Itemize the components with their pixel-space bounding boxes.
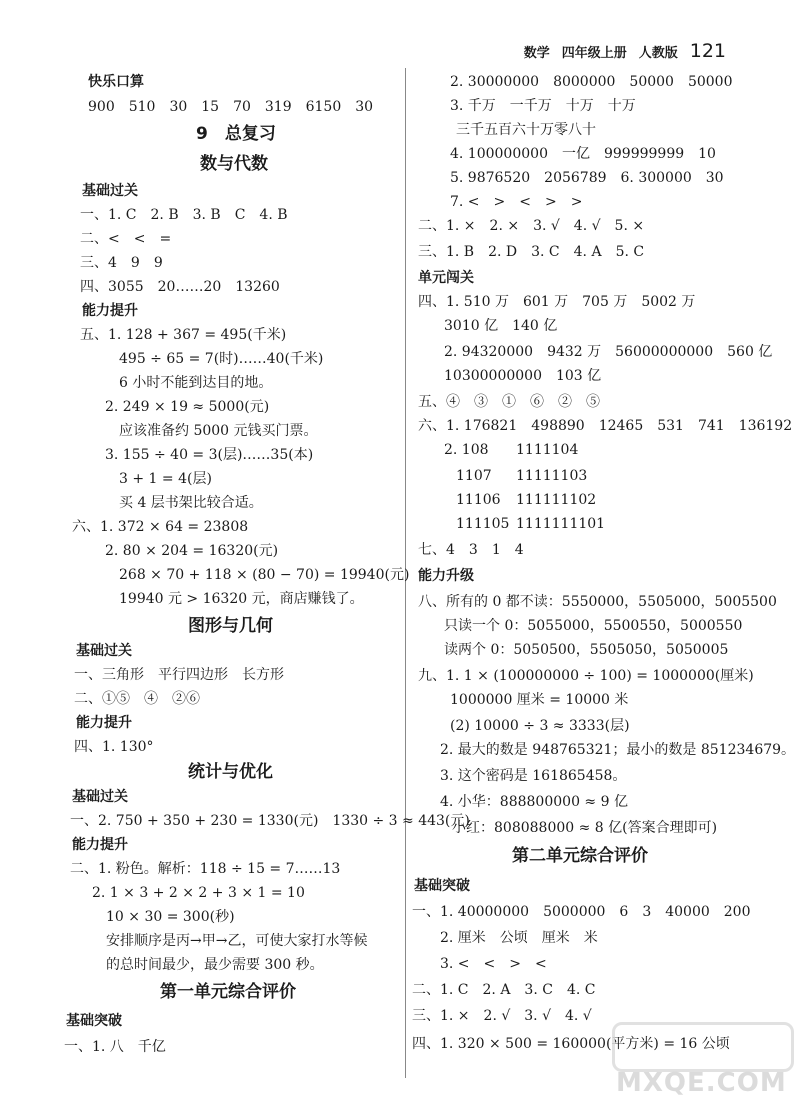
chapter-title: 9 总复习 — [196, 124, 276, 144]
section-title: 统计与优化 — [188, 762, 273, 782]
header-edition: 人教版 — [638, 45, 678, 61]
answer-line: 四、1. 130° — [74, 739, 154, 755]
answer-line: 11106 — [456, 492, 501, 508]
answer-line: 2. 最大的数是 948765321；最小的数是 851234679。 — [440, 742, 796, 758]
watermark-badge — [612, 1022, 794, 1072]
answer-line: (2) 10000 ÷ 3 ≈ 3333(层) — [450, 718, 630, 734]
answer-line: 111111102 — [516, 492, 597, 508]
answer-line: 应该准备约 5000 元钱买门票。 — [119, 423, 318, 439]
subsection-heading: 能力提升 — [82, 303, 138, 319]
answer-line: 只读一个 0：5055000，5500550，5000550 — [444, 618, 743, 634]
answer-line: 五、1. 128 + 367 = 495(千米) — [80, 327, 287, 343]
answer-line: 读两个 0：5050500，5505050，5050005 — [444, 642, 729, 658]
answer-line: 三、4 9 9 — [80, 255, 163, 271]
watermark-logo-icon — [612, 1022, 788, 1102]
answer-line: 3. 这个密码是 161865458。 — [440, 768, 627, 784]
subsection-heading: 基础突破 — [414, 878, 470, 894]
answer-line: 19940 元 > 16320 元，商店赚钱了。 — [119, 591, 364, 607]
answer-line: 1000000 厘米 = 10000 米 — [450, 692, 629, 708]
answer-line: 九、1. 1 × (100000000 ÷ 100) = 1000000(厘米) — [418, 668, 754, 684]
subsection-heading: 基础过关 — [72, 789, 128, 805]
answer-line: 10 × 30 = 300(秒) — [106, 909, 235, 925]
section-title: 图形与几何 — [188, 616, 273, 636]
answer-line: 二、1. 粉色。解析：118 ÷ 15 = 7……13 — [70, 861, 341, 877]
answer-line: 900 510 30 15 70 319 6150 30 — [88, 99, 374, 115]
answer-line: 安排顺序是丙→甲→乙，可使大家打水等候 — [106, 933, 368, 949]
answer-line: 六、1. 372 × 64 = 23808 — [72, 519, 249, 535]
subsection-heading: 能力提升 — [72, 837, 128, 853]
section-title: 第一单元综合评价 — [160, 982, 296, 1002]
answer-line: 三千五百六十万零八十 — [456, 122, 596, 138]
answer-line: 3. 155 ÷ 40 = 3(层)……35(本) — [105, 447, 314, 463]
header-subject: 数学 — [523, 45, 550, 61]
answer-line: 7. < > < > > — [450, 194, 583, 210]
answer-line: 495 ÷ 65 = 7(时)……40(千米) — [119, 351, 324, 367]
subsection-heading: 单元闯关 — [418, 270, 474, 286]
answer-line: 小红：808088000 ≈ 8 亿(答案合理即可) — [452, 820, 718, 836]
page-number: 121 — [689, 40, 726, 62]
answer-line: 的总时间最少，最少需要 300 秒。 — [106, 957, 324, 973]
answer-line: 5. 9876520 2056789 6. 300000 30 — [450, 170, 724, 186]
answer-line: 2. 1 × 3 + 2 × 2 + 3 × 1 = 10 — [92, 885, 305, 901]
answer-line: 2. 厘米 公顷 厘米 米 — [440, 930, 598, 946]
page-header — [524, 40, 726, 62]
subsection-heading: 能力提升 — [76, 715, 132, 731]
answer-line: 四、1. 320 × 500 = 160000(平方米) = 16 公顷 — [412, 1036, 730, 1052]
answer-line: 五、④ ③ ① ⑥ ② ⑤ — [418, 394, 600, 410]
answer-line: 2. 249 × 19 ≈ 5000(元) — [105, 399, 270, 415]
answer-line: 一、1. C 2. B 3. B C 4. B — [80, 207, 288, 223]
answer-line: 3010 亿 140 亿 — [444, 318, 558, 334]
answer-line: 七、4 3 1 4 — [418, 542, 524, 558]
answer-line: 一、1. 40000000 5000000 6 3 40000 200 — [412, 904, 751, 920]
answer-line: 1107 — [456, 468, 492, 484]
answer-line: 一、1. 八 千亿 — [64, 1039, 166, 1055]
answer-line: 1111104 — [516, 442, 579, 458]
answer-line: 3. 千万 一千万 十万 十万 — [450, 98, 636, 114]
watermark-text: MXQE.COM — [616, 1068, 787, 1098]
answer-line: 6 小时不能到达目的地。 — [119, 375, 273, 391]
answer-line: 3 + 1 = 4(层) — [119, 471, 212, 487]
answer-line: 三、1. B 2. D 3. C 4. A 5. C — [418, 244, 645, 260]
answer-line: 11111103 — [516, 468, 588, 484]
answer-line: 10300000000 103 亿 — [444, 368, 602, 384]
answer-line: 4. 小华：888800000 ≈ 9 亿 — [440, 794, 628, 810]
answer-line: 1111111101 — [516, 516, 606, 532]
answer-line: 2. 108 — [444, 442, 489, 458]
answer-line: 买 4 层书架比较合适。 — [119, 495, 263, 511]
answer-line: 四、3055 20……20 13260 — [80, 279, 280, 295]
answer-line: 3. < < > < — [440, 956, 547, 972]
answer-line: 二、< < = — [80, 231, 172, 247]
answer-line: 二、1. C 2. A 3. C 4. C — [412, 982, 596, 998]
subsection-heading: 基础过关 — [82, 183, 138, 199]
answer-line: 2. 80 × 204 = 16320(元) — [105, 543, 279, 559]
answer-line: 三、1. × 2. √ 3. √ 4. √ — [412, 1008, 592, 1024]
answer-line: 六、1. 176821 498890 12465 531 741 136192 — [418, 418, 793, 434]
answer-line: 一、2. 750 + 350 + 230 = 1330(元) 1330 ÷ 3 ≈ 443(元) — [70, 813, 470, 829]
section-title: 数与代数 — [200, 154, 268, 174]
answer-line: 二、①⑤ ④ ②⑥ — [74, 691, 200, 707]
answer-line: 二、1. × 2. × 3. √ 4. √ 5. × — [418, 218, 645, 234]
subsection-heading: 基础突破 — [66, 1013, 122, 1029]
section-heading: 快乐口算 — [88, 74, 144, 90]
subsection-heading: 能力升级 — [418, 568, 474, 584]
subsection-heading: 基础过关 — [76, 643, 132, 659]
section-title: 第二单元综合评价 — [512, 846, 648, 866]
answer-line: 四、1. 510 万 601 万 705 万 5002 万 — [418, 294, 696, 310]
header-grade: 四年级上册 — [561, 45, 627, 61]
answer-line: 2. 94320000 9432 万 56000000000 560 亿 — [444, 344, 773, 360]
answer-line: 4. 100000000 一亿 999999999 10 — [450, 146, 716, 162]
answer-line: 八、所有的 0 都不读：5550000，5505000，5005500 — [418, 594, 777, 610]
answer-line: 一、三角形 平行四边形 长方形 — [74, 667, 284, 683]
answer-line: 2. 30000000 8000000 50000 50000 — [450, 74, 733, 90]
answer-line: 268 × 70 + 118 × (80 − 70) = 19940(元) — [119, 567, 410, 583]
answer-line: 111105 — [456, 516, 510, 532]
